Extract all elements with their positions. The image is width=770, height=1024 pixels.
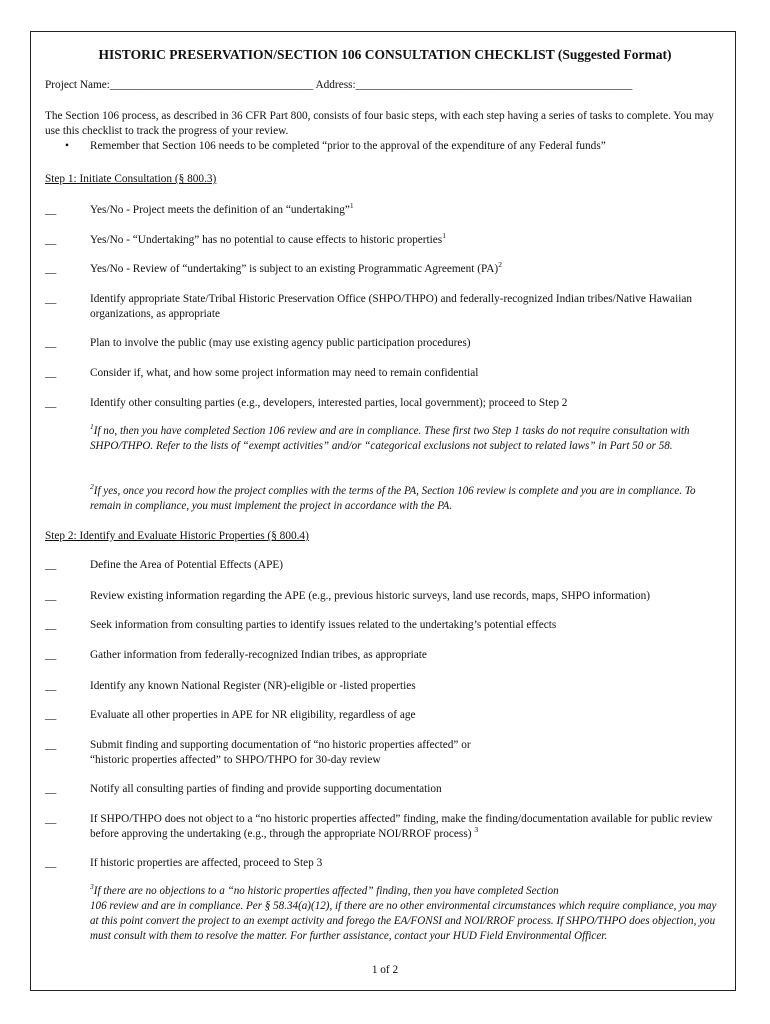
checklist-item — [45, 203, 725, 218]
item-text: Seek information from consulting parties to identify issues related to the undertaking’s potential effects — [90, 619, 557, 631]
checklist-item — [45, 292, 725, 322]
checklist-item — [45, 782, 725, 797]
checkbox-blank[interactable]: __ — [45, 680, 57, 692]
checkbox-blank[interactable]: __ — [45, 590, 57, 602]
checkbox-blank[interactable]: __ — [45, 367, 57, 379]
item-text: Identify other consulting parties (e.g., developers, interested parties, local government); proceed to Step 2 — [90, 397, 568, 409]
footnote-ref: 2 — [498, 260, 502, 269]
step1-heading: Step 1: Initiate Consultation (§ 800.3) — [45, 173, 217, 185]
checkbox-blank[interactable]: __ — [45, 263, 57, 275]
checklist-item — [45, 618, 725, 633]
item-text: Consider if, what, and how some project information may need to remain confidential — [90, 367, 479, 379]
item-text: Submit finding and supporting documentation of “no historic properties affected” or — [90, 739, 471, 751]
step2-heading: Step 2: Identify and Evaluate Historic Properties (§ 800.4) — [45, 530, 309, 542]
item-text: Define the Area of Potential Effects (APE) — [90, 559, 284, 571]
bullet-text: Remember that Section 106 needs to be completed “prior to the approval of the expenditure of any Federal funds” — [90, 140, 606, 152]
checkbox-blank[interactable]: __ — [45, 649, 57, 661]
footnote-3 — [90, 884, 720, 944]
checkbox-blank[interactable]: __ — [45, 783, 57, 795]
footnote-mark: 2 — [90, 482, 94, 491]
item-text-line2: “historic properties affected” to SHPO/THPO for 30-day review — [90, 754, 381, 766]
checkbox-blank[interactable]: __ — [45, 739, 57, 751]
intro-paragraph: The Section 106 process, as described in 36 CFR Part 800, consists of four basic steps, with each step having a series of tasks to complete. You may use this checklist to track the progress of your review. — [45, 110, 714, 137]
checkbox-blank[interactable]: __ — [45, 619, 57, 631]
footnote-ref: 1 — [442, 231, 446, 240]
checkbox-blank[interactable]: __ — [45, 397, 57, 409]
footnote-2 — [90, 484, 720, 514]
checkbox-blank[interactable]: __ — [45, 559, 57, 571]
item-text: Gather information from federally-recognized Indian tribes, as appropriate — [90, 649, 427, 661]
checkbox-blank[interactable]: __ — [45, 204, 57, 216]
footnote-text: If yes, once you record how the project complies with the terms of the PA, Section 106 review is complete and you are in compliance. To remain in compliance, you must implement the project in accordance with the PA. — [90, 485, 696, 512]
checkbox-blank[interactable]: __ — [45, 337, 57, 349]
checkbox-blank[interactable]: __ — [45, 234, 57, 246]
checklist-item — [45, 856, 725, 871]
page-number: 1 of 2 — [371, 964, 399, 976]
footnote-text-continued: 106 review and are in compliance. Per § 58.34(a)(12), if there are no other environmental circumstances which require compliance, you may at this point convert the project to an exempt activity and forego the EA/FONSI and NOI/RROF process. If SHPO/THPO does objection, you must consult with them to resolve the matter. For further assistance, contact your HUD Field Environmental Officer. — [90, 900, 717, 942]
item-text: Yes/No - Review of “undertaking” is subject to an existing Programmatic Agreement (PA) — [90, 263, 499, 275]
footnote-text: If no, then you have completed Section 106 review and are in compliance. These first two Step 1 tasks do not require consultation with SHPO/THPO. Refer to the lists of “exempt activities” and/or “categorical exclusions not subject to related laws” in Part 50 or 58. — [90, 425, 690, 452]
footnote-text: If there are no objections to a “no historic properties affected” finding, then you have completed Section — [93, 885, 559, 897]
checklist-item — [45, 558, 725, 573]
document-title: HISTORIC PRESERVATION/SECTION 106 CONSULTATION CHECKLIST (Suggested Format) — [98, 47, 672, 62]
checklist-item — [45, 648, 725, 663]
footnote-mark: 3 — [90, 882, 94, 891]
item-text: Yes/No - “Undertaking” has no potential to cause effects to historic properties — [90, 234, 443, 246]
item-text: If SHPO/THPO does not object to a “no historic properties affected” finding, make the finding/documentation available for public review before approving the undertaking (e.g., through the appropriate NOI/RROF process) — [90, 813, 713, 840]
checklist-item — [45, 738, 725, 768]
checkbox-blank[interactable]: __ — [45, 857, 57, 869]
checklist-item — [45, 679, 725, 694]
item-text: Identify appropriate State/Tribal Historic Preservation Office (SHPO/THPO) and federally-recognized Indian tribes/Native Hawaiian organizations, as appropriate — [90, 293, 693, 320]
checkbox-blank[interactable]: __ — [45, 813, 57, 825]
checklist-item — [45, 396, 725, 411]
footnote-ref: 3 — [474, 825, 479, 834]
checklist-item — [45, 366, 725, 381]
item-text: If historic properties are affected, proceed to Step 3 — [90, 857, 323, 869]
footnote-mark: 1 — [90, 422, 94, 431]
checkbox-blank[interactable]: __ — [45, 293, 57, 305]
item-text: Identify any known National Register (NR)-eligible or -listed properties — [90, 680, 416, 692]
checklist-item — [45, 262, 725, 277]
checklist-item — [45, 589, 725, 604]
footnote-ref: 1 — [349, 201, 354, 210]
checklist-item — [45, 233, 725, 248]
checklist-item — [45, 336, 725, 351]
checkbox-blank[interactable]: __ — [45, 709, 57, 721]
bullet-icon: • — [65, 140, 69, 152]
checklist-item — [45, 812, 725, 842]
item-text: Notify all consulting parties of finding and provide supporting documentation — [90, 783, 442, 795]
bullet-reminder — [65, 139, 606, 154]
item-text: Review existing information regarding the APE (e.g., previous historic surveys, land use records, maps, SHPO information) — [90, 590, 651, 602]
item-text: Plan to involve the public (may use existing agency public participation procedures) — [90, 337, 471, 349]
item-text: Yes/No - Project meets the definition of an “undertaking” — [90, 204, 350, 216]
item-text: Evaluate all other properties in APE for NR eligibility, regardless of age — [90, 709, 416, 721]
footnote-1 — [90, 424, 720, 454]
checklist-item — [45, 708, 725, 723]
project-name-address-line: Project Name:____________________________________ Address:_________________________________________________ — [45, 79, 633, 91]
